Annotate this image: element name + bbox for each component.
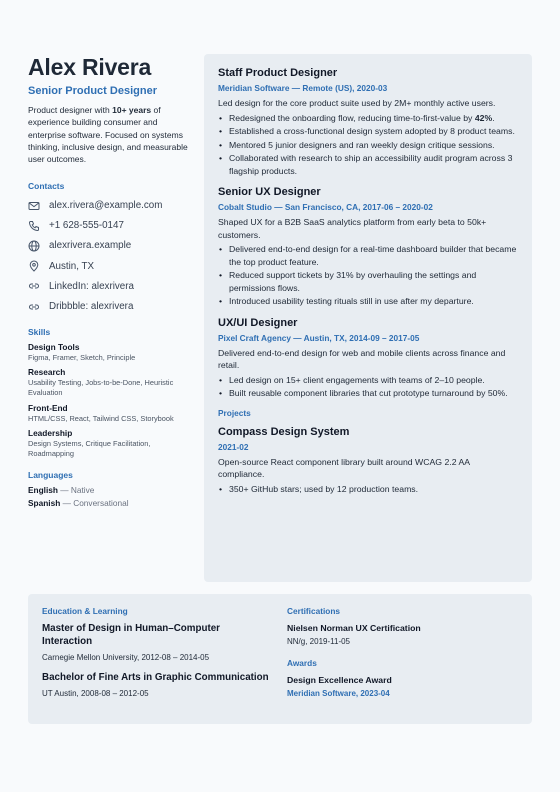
skill-group-items: Usability Testing, Jobs-to-be-Done, Heuristic Evaluation [28, 377, 174, 398]
job-title: UX/UI Designer [218, 316, 298, 329]
education-section [42, 606, 272, 699]
contact-dribbble[interactable] [28, 296, 196, 316]
contacts-section [28, 181, 196, 316]
contact-website-text: alexrivera.example [49, 240, 132, 252]
summary [28, 104, 196, 165]
language-name: Spanish [28, 498, 61, 509]
language-item [28, 484, 196, 497]
bullet-text: Redesigned the onboarding flow, reducing time-to-first-value by [229, 112, 475, 123]
job-description: Shaped UX for a B2B SaaS analytics platform from early beta to 50k+ customers. [218, 217, 487, 240]
bullet-item: • Introduced usability testing rituals still in use after my departure. [218, 295, 518, 308]
language-level: Conversational [73, 498, 129, 509]
bullet-item: • Established a cross-functional design system adopted by 8 product teams. [218, 125, 518, 138]
job-meta: Meridian Software — Remote (US), 2020-03 [218, 83, 388, 93]
contact-phone-text: +1 628-555-0147 [49, 220, 124, 232]
job-entry [218, 185, 518, 308]
job-entry [218, 316, 518, 400]
job-entry [218, 66, 518, 177]
job-title: Senior UX Designer [218, 186, 321, 198]
bullet-item: • Built reusable component libraries that cut prototype turnaround by 50%. [218, 387, 518, 400]
skill-group-name: Leadership [28, 427, 73, 438]
awards-heading: Awards [287, 658, 317, 668]
bullet-item: • Led design on 15+ client engagements with teams of 2–10 people. [218, 374, 518, 387]
summary-text: of experience building consumer and enterprise software. Focused on systems thinking, inclusive design, and measurable user outcomes. [28, 105, 188, 165]
projects-heading: Projects [218, 407, 251, 418]
degree-title: Master of Design in Human–Computer Interaction [42, 623, 220, 647]
contact-email[interactable] [28, 195, 196, 215]
link-icon [28, 280, 40, 292]
job-bullets [218, 374, 518, 400]
bullet-item: • 350+ GitHub stars; used by 12 production teams. [218, 483, 518, 496]
language-item [28, 497, 196, 510]
summary-text: Product designer with [28, 105, 113, 115]
contact-phone[interactable] [28, 216, 196, 236]
language-separator: — [60, 485, 69, 496]
contact-location [28, 256, 196, 276]
education-panel [28, 594, 532, 724]
bullet-item: • Delivered end-to-end design for a real-time dashboard builder that became the top product feature. [218, 243, 518, 268]
certifications-heading: Certifications [287, 606, 341, 616]
job-description: Led design for the core product suite used by 2M+ monthly active users. [218, 98, 496, 108]
education-heading: Education & Learning [42, 606, 128, 616]
language-name: English [28, 485, 58, 496]
candidate-role: Senior Product Designer [28, 85, 157, 97]
degree-meta: UT Austin, 2008-08 – 2012-05 [42, 689, 149, 698]
candidate-name: Alex Rivera [28, 54, 152, 80]
skill-group-items: Figma, Framer, Sketch, Principle [28, 352, 136, 362]
project-description: Open-source React component library built around WCAG 2.2 AA compliance. [218, 456, 470, 479]
skills-heading: Skills [28, 326, 51, 337]
job-description: Delivered end-to-end design for web and mobile clients across finance and retail. [218, 347, 506, 370]
job-bullets [218, 112, 518, 178]
degree-meta: Carnegie Mellon University, 2012-08 – 2014-05 [42, 653, 210, 662]
certifications-section [287, 606, 517, 699]
job-bullets [218, 243, 518, 308]
degree-title: Bachelor of Fine Arts in Graphic Communication [42, 672, 269, 683]
project-title: Compass Design System [218, 425, 350, 438]
job-meta: Pixel Craft Agency — Austin, TX, 2014-09 – 2017-05 [218, 332, 420, 343]
skill-group-items: HTML/CSS, React, Tailwind CSS, Storybook [28, 413, 174, 423]
skill-group-name: Design Tools [28, 341, 80, 352]
contact-location-text: Austin, TX [49, 260, 95, 272]
location-pin-icon [28, 260, 40, 272]
contact-dribbble-text: Dribbble: alexrivera [49, 301, 134, 313]
experience-panel [204, 54, 532, 582]
bullet-item [218, 112, 518, 125]
skill-group-items: Design Systems, Critique Facilitation, Roadmapping [28, 438, 151, 459]
languages-section [28, 484, 196, 510]
skill-group-name: Research [28, 366, 66, 377]
left-column [28, 54, 196, 510]
job-meta: Cobalt Studio — San Francisco, CA, 2017-06 – 2020-02 [218, 202, 433, 212]
certification-title: Nielsen Norman UX Certification [287, 623, 421, 633]
language-separator: — [62, 498, 71, 509]
summary-highlight: 10+ years [112, 105, 152, 115]
bullet-item: • Mentored 5 junior designers and ran weekly design critique sessions. [218, 139, 518, 152]
phone-icon [28, 220, 40, 232]
certification-meta: NN/g, 2019-11-05 [287, 637, 350, 646]
contact-website[interactable] [28, 236, 196, 256]
contact-email-text: alex.rivera@example.com [49, 200, 163, 212]
bullet-item: • Collaborated with research to ship an accessibility audit program across 3 flagship products. [218, 152, 518, 177]
globe-icon [28, 240, 40, 252]
award-title: Design Excellence Award [287, 675, 392, 685]
project-date: 2021-02 [218, 441, 249, 452]
job-title: Staff Product Designer [218, 67, 338, 79]
skill-group-name: Front-End [28, 402, 68, 413]
contact-linkedin[interactable] [28, 276, 196, 296]
link-icon [28, 301, 40, 313]
project-bullets [218, 483, 518, 496]
mail-icon [28, 200, 40, 212]
contacts-heading: Contacts [28, 181, 65, 192]
bullet-item: • Reduced support tickets by 31% by overhauling the settings and permissions flows. [218, 269, 518, 294]
bullet-text: . [492, 112, 495, 123]
languages-heading: Languages [28, 470, 73, 481]
language-level: Native [70, 485, 95, 496]
bullet-highlight: 42% [474, 112, 493, 123]
award-meta: Meridian Software, 2023-04 [287, 689, 390, 698]
skills-section [28, 342, 196, 460]
contact-linkedin-text: LinkedIn: alexrivera [49, 280, 134, 292]
